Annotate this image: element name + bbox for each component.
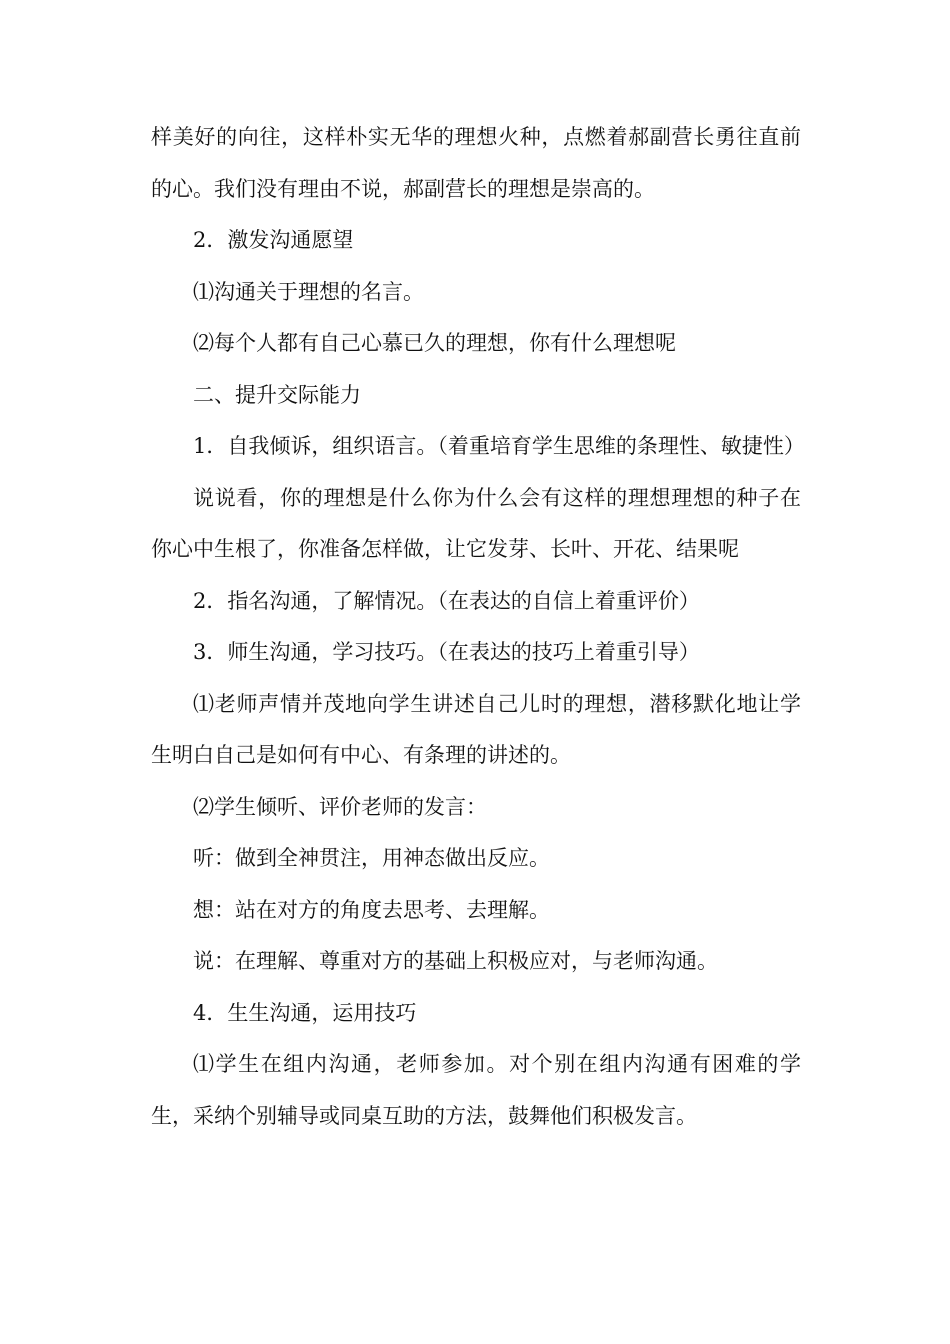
section-heading: 3．师生沟通，学习技巧。（在表达的技巧上着重引导） [193,640,700,664]
section-heading: 1．自我倾诉，组织语言。（着重培育学生思维的条理性、敏捷性） [193,434,805,458]
paragraph: 听：做到全神贯注，用神态做出反应。 [193,846,550,870]
document-body [151,112,805,1142]
paragraph: 想：站在对方的角度去思考、去理解。 [193,897,550,922]
paragraph: 说说看，你的理想是什么你为什么会有这样的理想理想的种子在你心中生根了，你准备怎样做，让它发芽、长叶、开花、结果呢 [151,485,801,561]
list-item: ⑴沟通关于理想的名言。 [193,279,424,304]
list-item: ⑴学生在组内沟通，老师参加。对个别在组内沟通有困难的学生，采纳个别辅导或同桌互助的方法，鼓舞他们积极发言。 [151,1052,801,1128]
section-heading: 2．激发沟通愿望 [193,228,354,252]
list-item: ⑵学生倾听、评价老师的发言： [193,794,487,819]
section-heading: 4．生生沟通，运用技巧 [193,1000,417,1025]
paragraph: 说：在理解、尊重对方的基础上积极应对，与老师沟通。 [193,949,718,973]
paragraph: 样美好的向往，这样朴实无华的理想火种，点燃着郝副营长勇往直前的心。我们没有理由不说，郝副营长的理想是崇高的。 [151,125,801,201]
list-item: ⑴老师声情并茂地向学生讲述自己儿时的理想，潜移默化地让学生明白自己是如何有中心、有条理的讲述的。 [151,691,801,767]
section-heading: 2．指名沟通，了解情况。（在表达的自信上着重评价） [193,588,700,613]
list-item: ⑵每个人都有自己心慕已久的理想，你有什么理想呢 [193,331,676,355]
section-heading: 二、提升交际能力 [193,382,361,407]
